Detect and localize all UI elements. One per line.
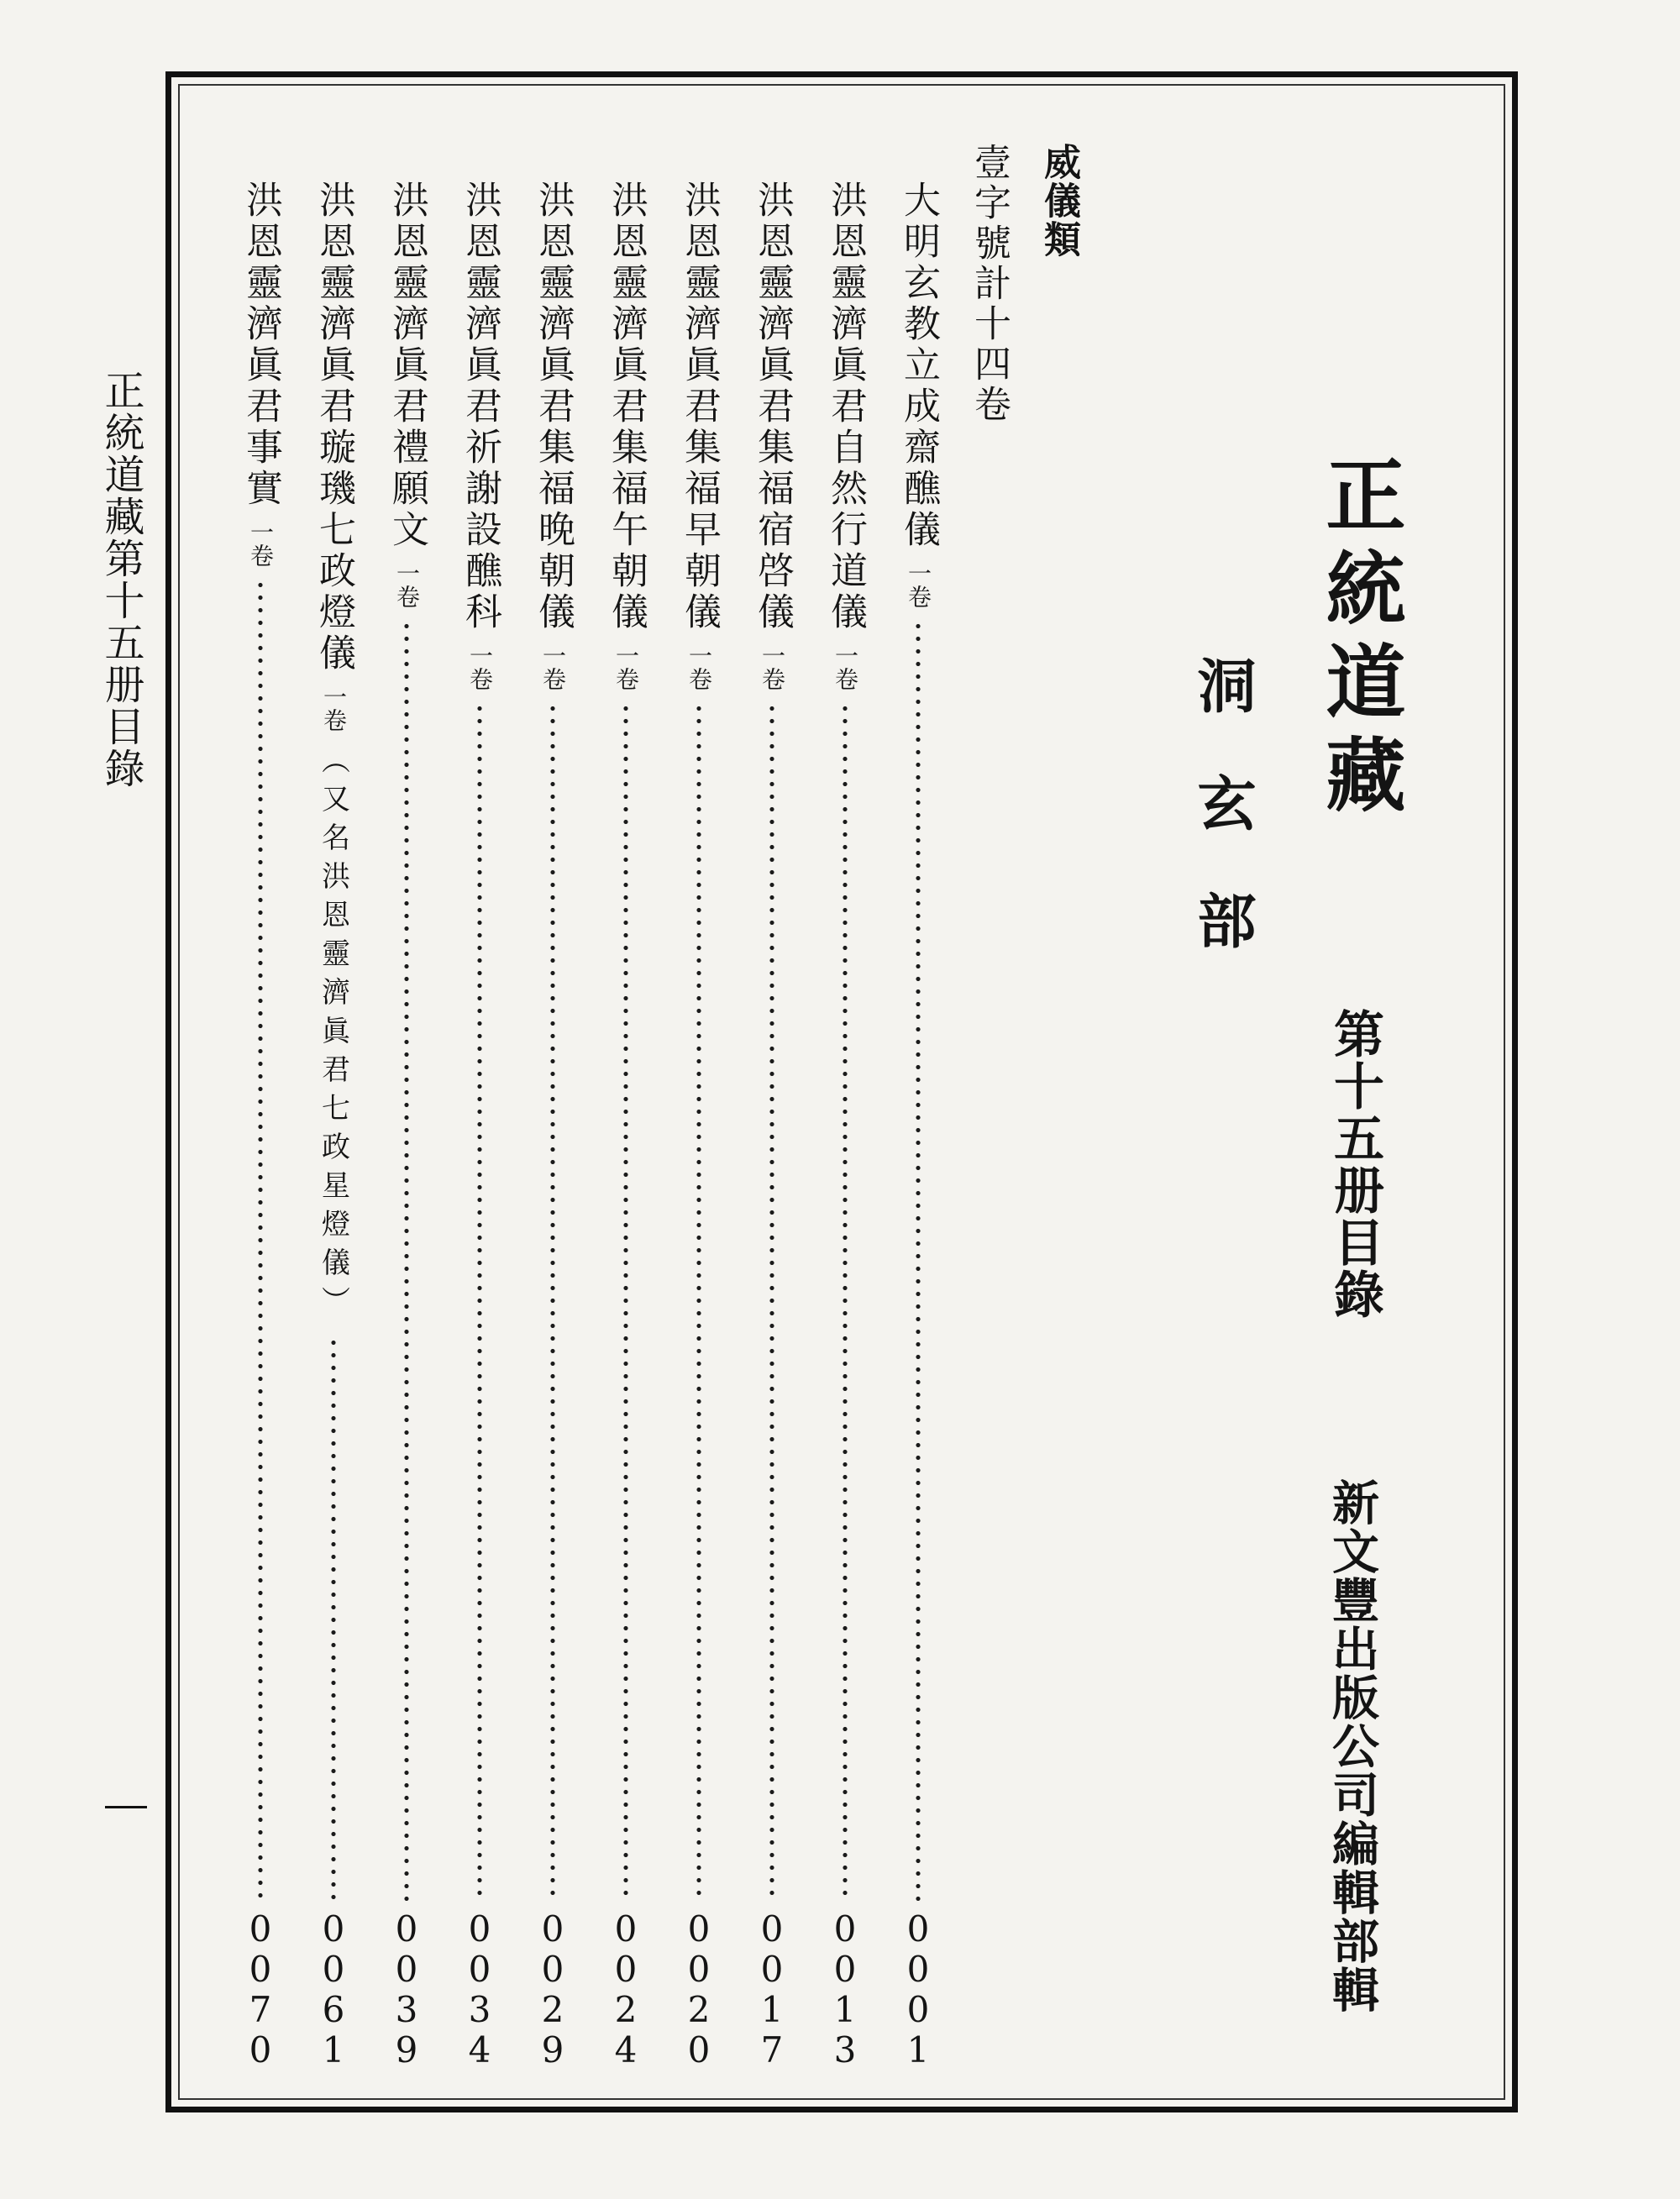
- toc-entry[interactable]: [674, 181, 724, 2070]
- toc-entry[interactable]: [528, 181, 578, 2070]
- entry-juan: 一卷: [393, 561, 421, 608]
- entry-juan: 一卷: [685, 643, 713, 690]
- entry-page: 0 0 2 4: [614, 1908, 638, 2070]
- entry-title: 洪恩靈濟眞君禮願文: [386, 181, 428, 551]
- toc-entry[interactable]: [893, 181, 943, 2070]
- publisher-credit: 新文豐出版公司編輯部輯: [1325, 1478, 1380, 2014]
- entry-page: 0 0 0 1: [906, 1908, 930, 2070]
- volume-subtitle: 第十五册目錄: [1326, 1008, 1384, 1320]
- toc-entry[interactable]: [235, 181, 286, 2070]
- entry-juan: 一卷: [466, 643, 494, 690]
- entry-juan: 一卷: [539, 643, 567, 690]
- dot-leader: [769, 702, 774, 1901]
- dot-leader: [843, 702, 848, 1901]
- entry-title: 大明玄教立成齋醮儀: [897, 181, 940, 551]
- toc-entry[interactable]: [454, 181, 505, 2070]
- entry-page: 0 0 3 9: [395, 1908, 418, 2070]
- dot-leader: [477, 702, 482, 1901]
- toc-entry[interactable]: [381, 181, 432, 2070]
- entry-juan: 一卷: [832, 643, 859, 690]
- entry-juan: 一卷: [320, 685, 348, 732]
- entry-title: 洪恩靈濟眞君集福宿啓儀: [751, 181, 794, 633]
- entry-juan: 一卷: [247, 520, 275, 567]
- entry-page: 0 0 6 1: [322, 1908, 345, 2070]
- entry-title: 洪恩靈濟眞君集福晚朝儀: [532, 181, 575, 633]
- book-title: 正統道藏: [1313, 454, 1406, 827]
- running-section: 目錄: [97, 706, 144, 790]
- entry-title: 洪恩靈濟眞君集福午朝儀: [605, 181, 648, 633]
- entry-page: 0 0 3 4: [468, 1908, 491, 2070]
- entry-title: 洪恩靈濟眞君璇璣七政燈儀: [312, 181, 355, 674]
- entry-page: 0 0 2 0: [687, 1908, 711, 2070]
- volume-count: 壹字號計十四卷: [968, 143, 1011, 425]
- entry-alias: （又名洪恩靈濟眞君七政星燈儀）: [316, 745, 350, 1325]
- dot-leader: [331, 1336, 336, 1901]
- entry-title: 洪恩靈濟眞君事實: [239, 181, 282, 510]
- entry-page: 0 0 2 9: [541, 1908, 564, 2070]
- toc-entry[interactable]: [601, 181, 651, 2070]
- entry-page: 0 0 1 7: [760, 1908, 784, 2070]
- division-heading: 洞玄部: [1188, 655, 1257, 1008]
- entry-juan: 一卷: [905, 561, 932, 608]
- toc-entry[interactable]: [308, 181, 359, 2070]
- dot-leader: [916, 620, 921, 1901]
- dot-leader: [696, 702, 701, 1901]
- entry-title: 洪恩靈濟眞君自然行道儀: [824, 181, 867, 633]
- entry-juan: 一卷: [759, 643, 786, 690]
- dot-leader: [550, 702, 555, 1901]
- running-title: 正統道藏第十五册: [97, 370, 144, 706]
- entry-page: 0 0 1 3: [833, 1908, 857, 2070]
- category-heading: 威儀類: [1037, 143, 1080, 259]
- entry-page: 0 0 7 0: [249, 1908, 272, 2070]
- toc-entry[interactable]: [820, 181, 870, 2070]
- dot-leader: [623, 702, 628, 1901]
- toc-entry[interactable]: [747, 181, 797, 2070]
- entry-title: 洪恩靈濟眞君集福早朝儀: [678, 181, 721, 633]
- dot-leader: [404, 620, 409, 1901]
- entry-juan: 一卷: [612, 643, 640, 690]
- dot-leader: [258, 579, 263, 1901]
- entry-title: 洪恩靈濟眞君祈謝設醮科: [459, 181, 501, 633]
- running-header: [92, 370, 150, 790]
- page-number: [105, 1806, 147, 1808]
